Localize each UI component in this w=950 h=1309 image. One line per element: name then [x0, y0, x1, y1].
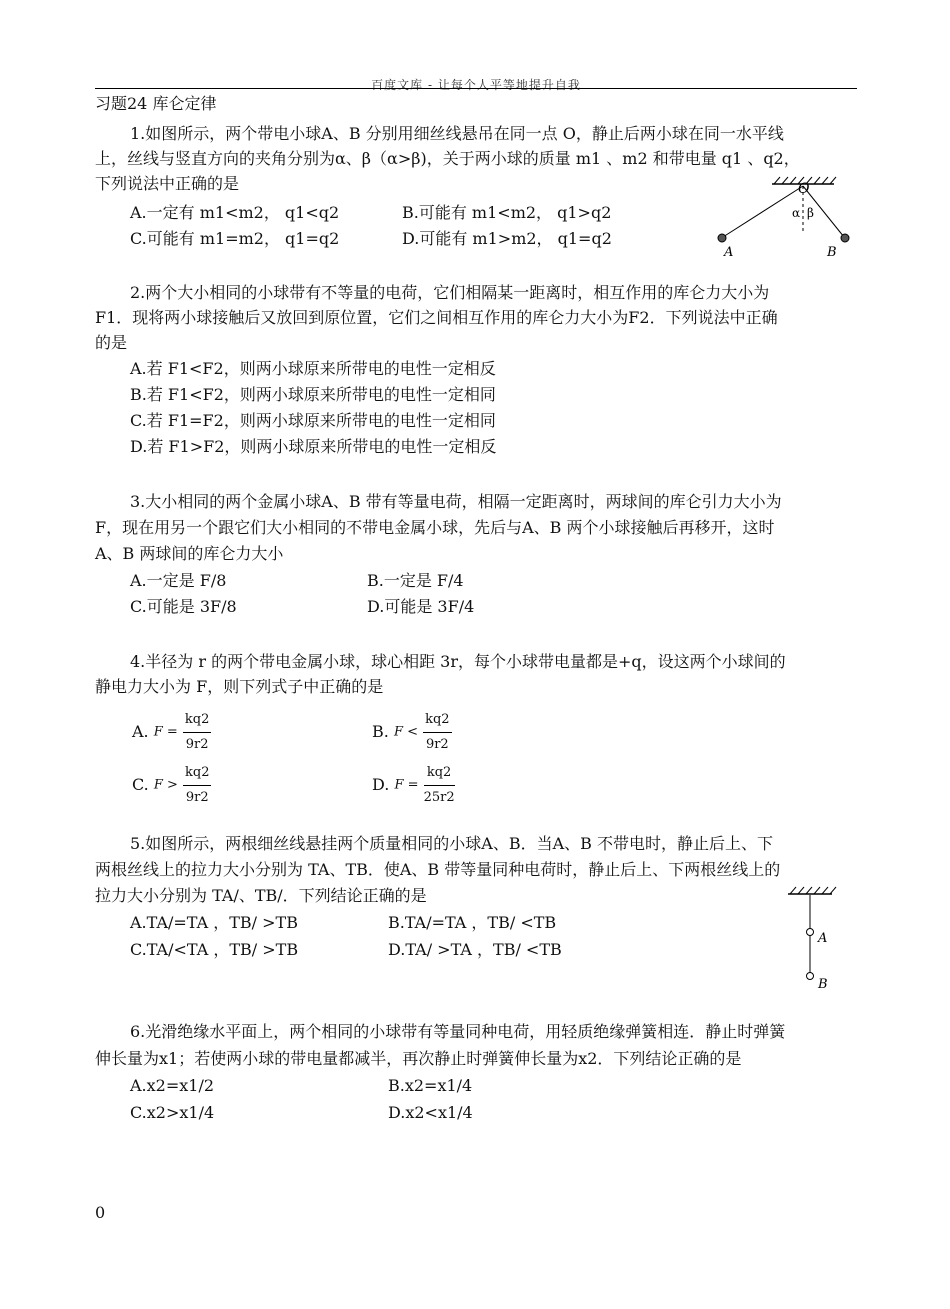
q5-stem-line1: 5.如图所示，两根细丝线悬挂两个质量相同的小球A、B．当A、B 不带电时，静止后上、下: [130, 834, 773, 853]
q4-c-relation: F >: [153, 777, 178, 793]
q1-option-d: D.可能有 m1>m2， q1=q2: [402, 229, 612, 248]
q4-option-d: D. F = $\frac{kq2}{25r2}$: [372, 763, 455, 808]
q1-figure-suspended-balls: [712, 174, 862, 264]
q5-fig-label-a: A: [818, 931, 828, 946]
q6-stem-line2: 伸长量为x1；若使两小球的带电量都减半，再次静止时弹簧伸长量为x2．下列结论正确的是: [95, 1049, 742, 1068]
q2-option-a: A.若 F1<F2，则两小球原来所带电的电性一定相反: [130, 359, 496, 378]
q5-option-c: C.TA/<TA ，TB/ >TB: [130, 940, 299, 959]
q1-fig-label-beta: β: [807, 206, 814, 220]
q1-fig-label-o: O: [798, 181, 810, 197]
q6-option-c: C.x2>x1/4: [130, 1103, 215, 1122]
q6-option-b: B.x2=x1/4: [388, 1076, 473, 1095]
q1-option-b: B.可能有 m1<m2， q1>q2: [402, 203, 612, 222]
q3-stem-line3: A、B 两球间的库仑力大小: [95, 544, 284, 563]
q3-stem-line1: 3.大小相同的两个金属小球A、B 带有等量电荷，相隔一定距离时，两球间的库仑引力大小为: [130, 492, 782, 511]
q3-stem-line2: F，现在用另一个跟它们大小相同的不带电金属小球，先后与A、B 两个小球接触后再移开，这时: [95, 518, 775, 537]
q2-option-d: D.若 F1>F2，则两小球原来所带电的电性一定相反: [130, 437, 497, 456]
q1-option-a: A.一定有 m1<m2， q1<q2: [130, 203, 340, 222]
page-header: 百度文库 - 让每个人平等地提升自我: [371, 78, 581, 92]
q4-option-b: B. F < $\frac{kq2}{9r2}$: [372, 710, 452, 755]
q4-a-fraction: $\frac{kq2}{9r2}$: [184, 712, 210, 752]
q6-option-d: D.x2<x1/4: [388, 1103, 473, 1122]
q6-option-a: A.x2=x1/2: [130, 1076, 215, 1095]
q3-option-b: B.一定是 F/4: [367, 571, 464, 590]
q4-b-fraction: $\frac{kq2}{9r2}$: [425, 712, 450, 752]
q4-stem-line1: 4.半径为 r 的两个带电金属小球，球心相距 3r，每个小球带电量都是+q，设这两个小球间的: [130, 652, 786, 671]
q5-figure-hanging-balls: [782, 880, 842, 995]
q1-stem-line2: 上，丝线与竖直方向的夹角分别为α、β（α>β)，关于两小球的质量 m1 、m2 和带电量 q1 、q2，: [95, 149, 800, 168]
exercise-title: 习题24 库仑定律: [95, 94, 217, 113]
q3-option-c: C.可能是 3F/8: [130, 597, 237, 616]
q4-b-relation: F <: [393, 724, 418, 740]
q1-fig-label-a: A: [724, 245, 734, 260]
q5-option-d: D.TA/ >TA ，TB/ <TB: [388, 940, 562, 959]
q4-stem-line2: 静电力大小为 F，则下列式子中正确的是: [95, 677, 384, 696]
header-rule: [95, 88, 857, 89]
q5-option-b: B.TA/=TA ，TB/ <TB: [388, 913, 557, 932]
q5-stem-line2: 两根丝线上的拉力大小分别为 TA、TB．使A、B 带等量同种电荷时，静止后上、下两根丝线上的: [95, 860, 781, 879]
q2-option-c: C.若 F1=F2，则两小球原来所带电的电性一定相同: [130, 411, 496, 430]
page-number: 0: [95, 1203, 106, 1222]
q4-option-a: A. F = $\frac{kq2}{9r2}$: [132, 710, 211, 755]
q2-stem-line1: 2.两个大小相同的小球带有不等量的电荷，它们相隔某一距离时，相互作用的库仑力大小为: [130, 283, 770, 302]
q4-a-relation: F =: [153, 724, 178, 740]
q4-c-fraction: $\frac{kq2}{9r2}$: [185, 765, 210, 805]
q5-fig-label-b: B: [818, 977, 828, 992]
q2-option-b: B.若 F1<F2，则两小球原来所带电的电性一定相同: [130, 385, 496, 404]
q4-d-fraction: $\frac{kq2}{25r2}$: [423, 765, 455, 805]
q5-option-a: A.TA/=TA ，TB/ >TB: [130, 913, 298, 932]
q1-fig-label-alpha: α: [792, 206, 801, 220]
q1-stem-line3: 下列说法中正确的是: [95, 174, 240, 193]
q2-stem-line2: F1．现将两小球接触后又放回到原位置，它们之间相互作用的库仑力大小为F2．下列说法中正确: [95, 308, 778, 327]
q3-option-d: D.可能是 3F/4: [367, 597, 475, 616]
q3-option-a: A.一定是 F/8: [130, 571, 227, 590]
q2-stem-line3: 的是: [95, 333, 128, 352]
q4-option-c: C. F > $\frac{kq2}{9r2}$: [132, 763, 211, 808]
q5-stem-line3: 拉力大小分别为 TA/、TB/．下列结论正确的是: [95, 886, 427, 905]
q1-fig-label-b: B: [827, 245, 837, 260]
q1-stem-line1: 1.如图所示，两个带电小球A、B 分别用细丝线悬吊在同一点 O，静止后两小球在同一水平线: [130, 124, 784, 143]
q4-d-relation: F =: [394, 777, 419, 793]
q1-option-c: C.可能有 m1=m2， q1=q2: [130, 229, 340, 248]
q6-stem-line1: 6.光滑绝缘水平面上，两个相同的小球带有等量同种电荷，用轻质绝缘弹簧相连．静止时弹簧: [130, 1022, 786, 1041]
